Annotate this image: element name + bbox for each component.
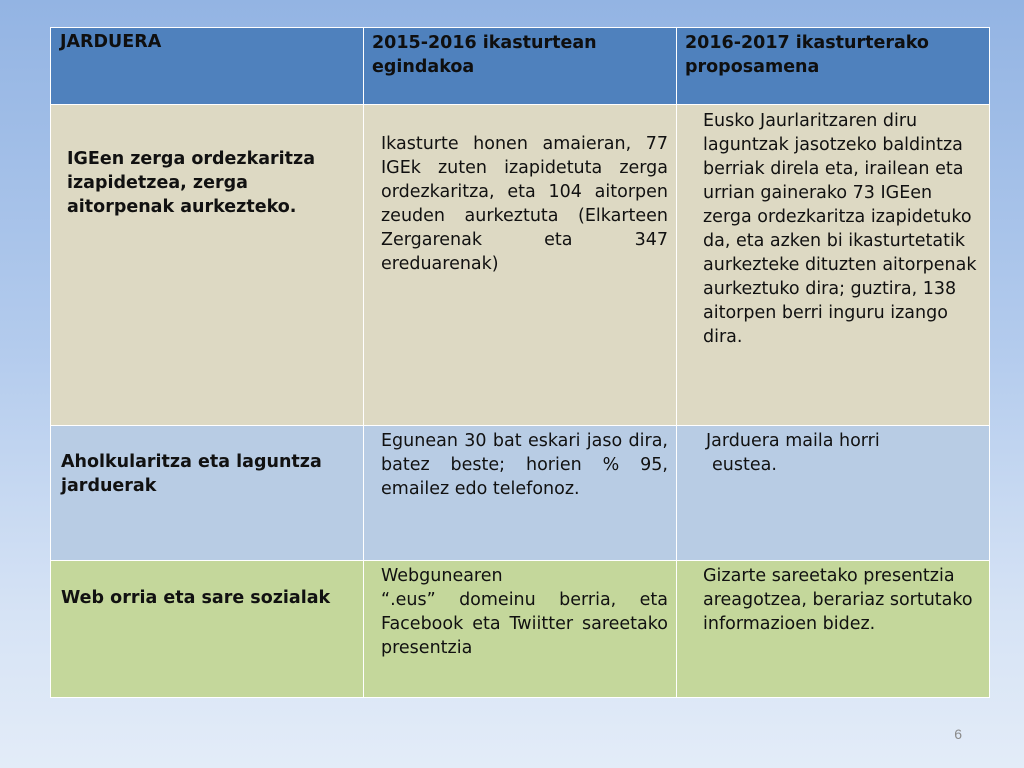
header-activity (51, 28, 364, 105)
cell-done (364, 561, 677, 698)
header-done (364, 28, 677, 105)
table-row (51, 105, 990, 426)
table-header-row (51, 28, 990, 105)
header-done-label: 2015-2016 ikasturtean egindakoa (372, 33, 597, 77)
done-text: Egunean 30 bat eskari jaso dira, batez beste; horien % 95, emailez edo telefonoz. (381, 431, 668, 499)
header-proposal-label: 2016-2017 ikasturterako proposamena (685, 33, 929, 77)
cell-activity (51, 426, 364, 561)
cell-done (364, 426, 677, 561)
done-line-1: Webgunearen (381, 566, 503, 586)
activities-table (50, 27, 990, 698)
proposal-line-1: Jarduera maila horri (706, 431, 880, 451)
done-text (364, 561, 676, 660)
activity-text: Web orria eta sare sozialak (61, 588, 331, 608)
cell-activity (51, 561, 364, 698)
done-text: Ikasturte honen amaieran, 77 IGEk zuten izapidetuta zerga ordezkaritza, eta 104 aitorpen zeuden aurkeztuta (Elkarteen Zergarenak eta 347 ereduarenak) (381, 134, 668, 274)
table-row (51, 561, 990, 698)
cell-activity (51, 105, 364, 426)
proposal-text: Eusko Jaurlaritzaren diru laguntzak jasotzeko baldintza berriak direla eta, irailean eta urrian gainerako 73 IGEen zerga ordezkaritza izapidetuko da, eta azken bi ikasturtetatik aurkezteke dituzten aitorpenak aurkeztuko dira; guztira, 138 aitorpen berri inguru izango dira. (703, 111, 977, 347)
cell-proposal (677, 426, 990, 561)
cell-proposal (677, 561, 990, 698)
cell-done (364, 105, 677, 426)
header-proposal (677, 28, 990, 105)
table-row (51, 426, 990, 561)
proposal-text (677, 426, 989, 477)
activity-text: IGEen zerga ordezkaritza izapidetzea, zerga aitorpenak aurkezteko. (67, 149, 316, 217)
header-activity-label: JARDUERA (60, 32, 162, 52)
done-line-rest: “.eus” domeinu berria, eta Facebook eta Twiitter sareetako presentzia (381, 590, 668, 658)
cell-proposal (677, 105, 990, 426)
proposal-line-2: eustea. (712, 455, 777, 475)
page-number: 6 (954, 726, 962, 742)
activity-text: Aholkularitza eta laguntza jarduerak (61, 452, 322, 496)
proposal-text: Gizarte sareetako presentzia areagotzea, berariaz sortutako informazioen bidez. (703, 566, 973, 634)
